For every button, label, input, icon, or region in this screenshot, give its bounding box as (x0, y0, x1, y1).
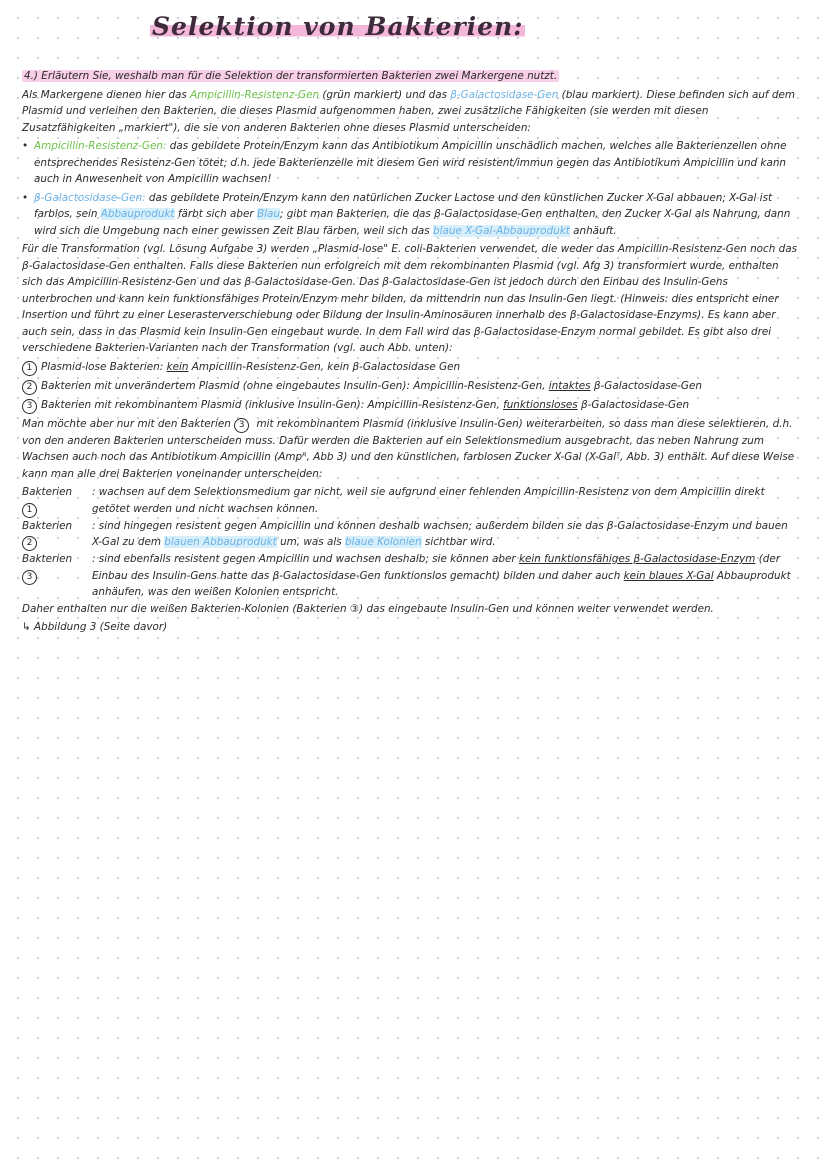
variant-item: 2 Bakterien mit unverändertem Plasmid (ohne eingebautes Insulin-Gen): Ampicillin-Resistenz-Gen, intaktes β-Galactosidase-Gen (22, 378, 800, 395)
gal-gene-highlight: β-Galactosidase-Gen (450, 88, 559, 101)
amp-gene-highlight: Ampicillin-Resistenz-Gen (190, 88, 320, 101)
variants-list (22, 359, 800, 414)
result-bacteria-1: Bakterien 1 : wachsen auf dem Selektionsmedium gar nicht, weil sie aufgrund einer fehlenden Ampicillin-Resistenz von dem Ampicillin direkt getötet werden und nicht wachsen können. (22, 484, 800, 518)
variant-item: 1 Plasmid-lose Bakterien: kein Ampicillin-Resistenz-Gen, kein β-Galactosidase Gen (22, 359, 800, 376)
conclusion: Daher enthalten nur die weißen Bakterien-Kolonien (Bakterien ③) das eingebaute Insulin-Gen und können weiter verwendet werden. (22, 602, 714, 615)
result-bacteria-2: Bakterien 2 : sind hingegen resistent gegen Ampicillin und können deshalb wachsen; außerdem bilden sie das β-Galactosidase-Enzym und bauen X-Gal zu dem blauen Abbauprodukt um, was als blaue Kolonien sichtbar wird. (22, 518, 800, 552)
notes-content (22, 68, 800, 638)
figure-reference: ↳ Abbildung 3 (Seite davor) (22, 621, 168, 633)
bullet-ampicillin: • Ampicillin-Resistenz-Gen: das gebildete Protein/Enzym kann das Antibiotikum Ampicillin unschädlich machen, welches alle Bakterienzellen ohne entsprechendes Resistenz-Gen tötet; d.h. jede Bakterienzelle mit diesem Gen wird resistent/immun gegen das Antibiotikum Ampicillin und kann auch in Anwesenheit von Ampicillin wachsen! (22, 138, 800, 188)
variant-item: 3 Bakterien mit rekombinantem Plasmid (inklusive Insulin-Gen): Ampicillin-Resistenz-Gen, funktionsloses β-Galactosidase-Gen (22, 397, 800, 414)
page-title: Selektion von Bakterien: (152, 12, 524, 41)
result-bacteria-3: Bakterien 3 : sind ebenfalls resistent gegen Ampicillin und wachsen deshalb; sie können aber kein funktionsfähiges β-Galactosidase-Enzym (der Einbau des Insulin-Gens hatte das β-Galactosidase-Gen funktionslos gemacht) bilden und daher auch kein blaues X-Gal Abbauprodukt anhäufen, was den weißen Kolonien entspricht. (22, 553, 791, 598)
transformation-paragraph: Für die Transformation (vgl. Lösung Aufgabe 3) werden „Plasmid-lose" E. coli-Bakterien verwendet, die weder das Ampicillin-Resistenz-Gen noch das β-Galactosidase-Gen enthalten. Falls diese Bakterien nun erfolgreich mit dem rekombinanten Plasmid (vgl. Afg 3) transformiert wurde, enthalten sich das Ampicillin-Resistenz-Gen und das β-Galactosidase-Gen. Das β-Galactosidase-Gen ist jedoch durch den Einbau des Insulin-Gens unterbrochen und kann kein funktionsfähiges Protein/Enzym mehr bilden, da mittendrin nun das Insulin-Gen liegt. (Hinweis: dies entspricht einer Insertion und führt zu einer Leserasterverschiebung oder Bildung der Insulin-Aminosäuren innerhalb des β-Galactosidase-Enzyms). Es kann aber auch sein, dass in das Plasmid kein Insulin-Gen eingebaut wurde. In dem Fall wird das β-Galactosidase-Enzym normal gebildet. Es gibt also drei verschiedene Bakterien-Varianten nach der Transformation (vgl. auch Abb. unten): (22, 243, 797, 354)
selection-paragraph: Man möchte aber nur mit den Bakterien 3 mit rekombinantem Plasmid (inklusive Insulin-Gen) weiterarbeiten, so dass man diese selektieren, d.h. von den anderen Bakterien unterscheiden muss. Dafür werden die Bakterien auf ein Selektionsmedium ausgebracht, das neben Nahrung zum Wachsen auch noch das Antibiotikum Ampicillin (Ampᴿ, Abb 3) und den künstlichen, farblosen Zucker X-Gal (X-Galᵀ, Abb. 3) enthält. Auf diese Weise kann man alle drei Bakterien voneinander unterscheiden: (22, 417, 795, 480)
intro-paragraph: Als Markergene dienen hier das Ampicillin-Resistenz-Gen (grün markiert) und das β-Galactosidase-Gen (blau markiert). Diese befinden sich auf dem Plasmid und verleihen den Bakterien, die dieses Plasmid aufgenommen haben, zwei zusätzliche Fähigkeiten (sie werden mit diesen Zusatzfähigkeiten „markiert"), die sie von anderen Bakterien ohne dieses Plasmid unterscheiden: (22, 88, 795, 134)
bullet-galactosidase: • β-Galactosidase-Gen: das gebildete Protein/Enzym kann den natürlichen Zucker Lactose und den künstlichen Zucker X-Gal abbauen; X-Gal ist farblos, sein Abbauprodukt färbt sich aber Blau; gibt man Bakterien, die das β-Galactosidase-Gen enthalten, den Zucker X-Gal als Nahrung, dann wird sich die Umgebung nach einer gewissen Zeit Blau färben, weil sich das blaue X-Gal-Abbauprodukt anhäuft. (22, 190, 800, 240)
question: 4.) Erläutern Sie, weshalb man für die Selektion der transformierten Bakterien zwei Markergene nutzt. (24, 70, 558, 82)
